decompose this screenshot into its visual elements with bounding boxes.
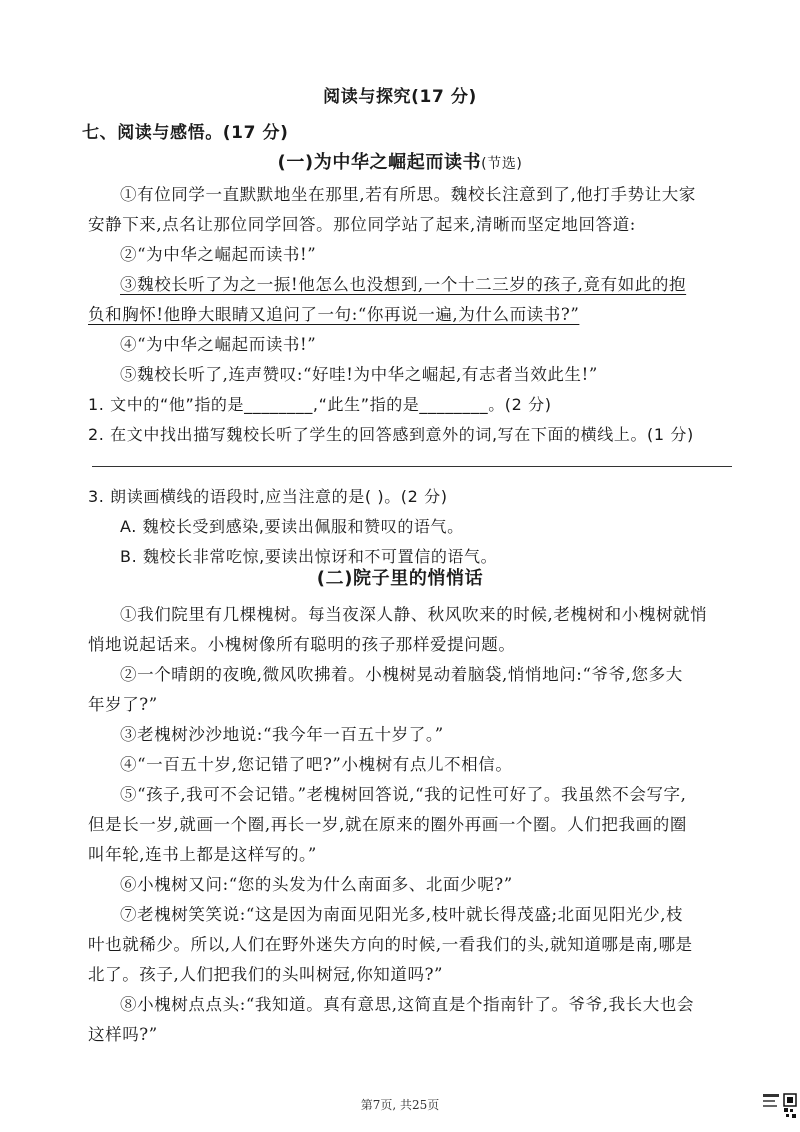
passage-2-line: 这样吗?” bbox=[88, 1025, 158, 1044]
passage-1-line: ⑤魏校长听了,连声赞叹:“好哇!为中华之崛起,有志者当效此生!” bbox=[120, 365, 598, 384]
option-b: B. 魏校长非常吃惊,要读出惊讶和不可置信的语气。 bbox=[120, 547, 498, 566]
answer-line[interactable] bbox=[92, 466, 732, 467]
passage-1-title-note: (节选) bbox=[481, 156, 523, 172]
option-a: A. 魏校长受到感染,要读出佩服和赞叹的语气。 bbox=[120, 517, 464, 536]
section-title: 阅读与探究(17 分) bbox=[323, 87, 477, 107]
passage-1-title-text: (一)为中华之崛起而读书 bbox=[277, 152, 482, 173]
passage-2-line: 叫年轮,连书上都是这样写的。” bbox=[88, 845, 317, 864]
passage-1-line: ④“为中华之崛起而读书!” bbox=[120, 335, 317, 354]
passage-2-line: ③老槐树沙沙地说:“我今年一百五十岁了。” bbox=[120, 725, 444, 744]
page-footer: 第7页, 共25页 bbox=[360, 1098, 440, 1112]
passage-2-line: ⑤“孩子,我可不会记错。”老槐树回答说,“我的记性可好了。我虽然不会写字, bbox=[120, 785, 687, 804]
passage-2-line: ②一个晴朗的夜晚,微风吹拂着。小槐树晃动着脑袋,悄悄地问:“爷爷,您多大 bbox=[120, 665, 683, 684]
question-3: 3. 朗读画横线的语段时,应当注意的是( )。(2 分) bbox=[88, 487, 448, 506]
question-2: 2. 在文中找出描写魏校长听了学生的回答感到意外的词,写在下面的横线上。(1 分) bbox=[88, 425, 694, 444]
passage-2-line: 北了。孩子,人们把我们的头叫树冠,你知道吗?” bbox=[88, 965, 444, 984]
passage-2-line: 年岁了?” bbox=[88, 695, 158, 714]
qr-code-icon bbox=[762, 1092, 798, 1120]
passage-1-underlined-line: 负和胸怀!他睁大眼睛又追问了一句:“你再说一遍,为什么而读书?” bbox=[88, 305, 580, 324]
passage-2-line: ⑦老槐树笑笑说:“这是因为南面见阳光多,枝叶就长得茂盛;北面见阳光少,枝 bbox=[120, 905, 684, 924]
passage-2-line: 叶也就稀少。所以,人们在野外迷失方向的时候,一看我们的头,就知道哪是南,哪是 bbox=[88, 935, 693, 954]
question-7-header: 七、阅读与感悟。(17 分) bbox=[82, 123, 289, 143]
question-1: 1. 文中的“他”指的是________,“此生”指的是________。(2 分) bbox=[88, 395, 552, 414]
passage-2-line: ④“一百五十岁,您记错了吧?”小槐树有点儿不相信。 bbox=[120, 755, 513, 774]
passage-2-line: ⑥小槐树又问:“您的头发为什么南面多、北面少呢?” bbox=[120, 875, 513, 894]
passage-2-line: 悄地说起话来。小槐树像所有聪明的孩子那样爱提问题。 bbox=[88, 635, 516, 654]
passage-2-title: (二)院子里的悄悄话 bbox=[316, 568, 484, 589]
passage-2-line: ①我们院里有几棵槐树。每当夜深人静、秋风吹来的时候,老槐树和小槐树就悄 bbox=[120, 605, 708, 624]
passage-2-line: 但是长一岁,就画一个圈,再长一岁,就在原来的圈外再画一个圈。人们把我画的圈 bbox=[88, 815, 687, 834]
passage-1-line: ①有位同学一直默默地坐在那里,若有所思。魏校长注意到了,他打手势让大家 bbox=[120, 185, 696, 204]
passage-1-underlined-line: ③魏校长听了为之一振!他怎么也没想到,一个十二三岁的孩子,竟有如此的抱 bbox=[120, 275, 687, 294]
passage-2-line: ⑧小槐树点点头:“我知道。真有意思,这简直是个指南针了。爷爷,我长大也会 bbox=[120, 995, 695, 1014]
passage-1-title bbox=[0, 152, 800, 175]
passage-1-line: 安静下来,点名让那位同学回答。那位同学站了起来,清晰而坚定地回答道: bbox=[88, 215, 636, 234]
passage-1-line: ②“为中华之崛起而读书!” bbox=[120, 245, 317, 264]
